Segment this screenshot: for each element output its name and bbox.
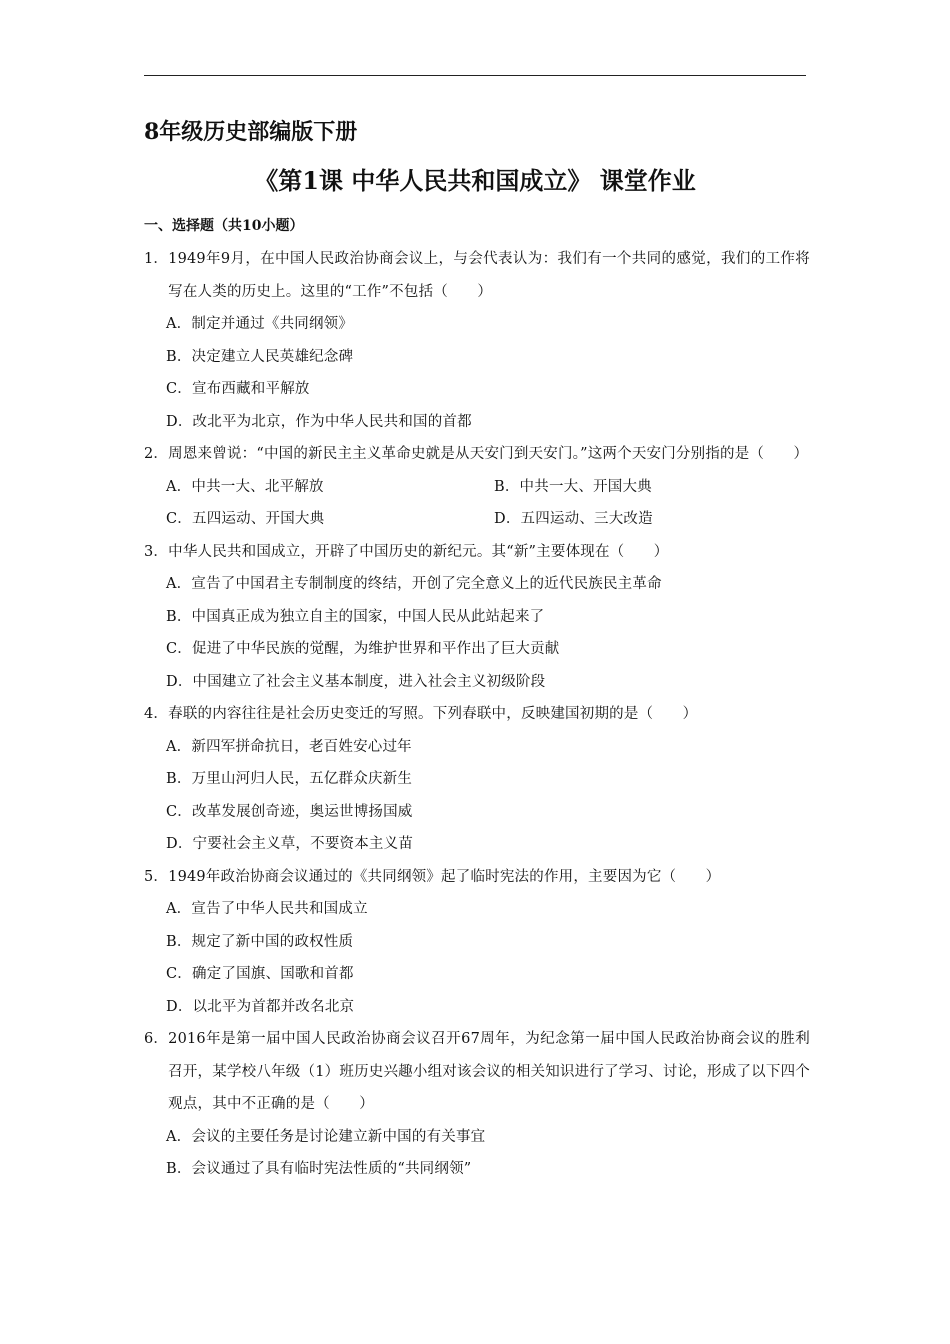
option-list <box>166 568 810 698</box>
question-2 <box>144 438 810 536</box>
option-a[interactable]: A．中共一大、北平解放 <box>166 478 324 495</box>
option-b[interactable]: B．决定建立人民英雄纪念碑 <box>166 348 354 365</box>
option-d[interactable]: D．以北平为首都并改名北京 <box>166 998 355 1015</box>
option-b[interactable]: B．中国真正成为独立自主的国家，中国人民从此站起来了 <box>166 608 545 625</box>
question-stem <box>144 438 810 471</box>
option-b[interactable]: B．规定了新中国的政权性质 <box>166 933 354 950</box>
option-list <box>166 308 810 438</box>
grade-heading: 8年级历史部编版下册 <box>144 119 358 145</box>
option-c[interactable]: C．确定了国旗、国歌和首都 <box>166 966 354 982</box>
option-list <box>166 893 810 1023</box>
question-stem <box>144 861 810 894</box>
question-number: 3． <box>144 543 169 560</box>
option-list <box>166 471 810 536</box>
question-text: 周恩来曾说：“中国的新民主主义革命史就是从天安门到天安门。”这两个天安门分别指的是（ ） <box>168 446 809 462</box>
option-c[interactable]: C．促进了中华民族的觉醒，为维护世界和平作出了巨大贡献 <box>166 641 560 657</box>
question-text: 1949年政治协商会议通过的《共同纲领》起了临时宪法的作用，主要因为它（ ） <box>168 868 721 885</box>
question-number: 6． <box>144 1031 169 1047</box>
question-text: 2016年是第一届中国人民政治协商会议召开67周年，为纪念第一届中国人民政治协商会议的胜利召开，某学校八年级（1）班历史兴趣小组对该会议的相关知识进行了学习、讨论，形成了以下四个观点，其中不正确的是（ ） <box>168 1031 810 1112</box>
question-number: 2． <box>144 446 169 462</box>
section-title: 一、选择题（共10小题） <box>144 218 304 234</box>
question-number: 1． <box>144 251 169 267</box>
page-title: 《第1课 中华人民共和国成立》 课堂作业 <box>254 166 696 195</box>
question-4 <box>144 698 810 861</box>
option-list <box>166 731 810 861</box>
question-1 <box>144 243 810 438</box>
option-d[interactable]: D．宁要社会主义草，不要资本主义苗 <box>166 836 414 852</box>
question-5 <box>144 861 810 1024</box>
option-b[interactable]: B．万里山河归人民，五亿群众庆新生 <box>166 771 413 787</box>
question-number: 5． <box>144 868 169 885</box>
question-stem <box>144 1023 810 1121</box>
top-rule <box>144 75 806 76</box>
question-stem <box>144 536 810 569</box>
question-text: 春联的内容往往是社会历史变迁的写照。下列春联中，反映建国初期的是（ ） <box>168 706 698 722</box>
question-stem <box>144 698 810 731</box>
option-d[interactable]: D．中国建立了社会主义基本制度，进入社会主义初级阶段 <box>166 673 546 690</box>
question-6 <box>144 1023 810 1186</box>
question-stem <box>144 243 810 308</box>
option-a[interactable]: A．会议的主要任务是讨论建立新中国的有关事宜 <box>166 1128 486 1145</box>
option-c[interactable]: C．宣布西藏和平解放 <box>166 381 310 397</box>
option-c[interactable]: C．改革发展创奇迹，奥运世博扬国威 <box>166 803 413 820</box>
option-a[interactable]: A．新四军拼命抗日，老百姓安心过年 <box>166 738 412 755</box>
option-b[interactable]: B．中共一大、开国大典 <box>494 478 652 495</box>
option-a[interactable]: A．宣告了中华人民共和国成立 <box>166 901 368 917</box>
option-d[interactable]: D．改北平为北京，作为中华人民共和国的首都 <box>166 413 472 430</box>
question-number: 4． <box>144 706 169 722</box>
question-3 <box>144 536 810 699</box>
option-c[interactable]: C．五四运动、开国大典 <box>166 511 325 527</box>
question-text: 中华人民共和国成立，开辟了中国历史的新纪元。其“新”主要体现在（ ） <box>168 543 669 560</box>
option-d[interactable]: D．五四运动、三大改造 <box>494 511 653 527</box>
question-text: 1949年9月，在中国人民政治协商会议上，与会代表认为：我们有一个共同的感觉，我们的工作将写在人类的历史上。这里的“工作”不包括（ ） <box>168 251 810 300</box>
option-b[interactable]: B．会议通过了具有临时宪法性质的“共同纲领” <box>166 1161 472 1177</box>
option-list <box>166 1121 810 1186</box>
option-a[interactable]: A．宣告了中国君主专制制度的终结，开创了完全意义上的近代民族民主革命 <box>166 576 662 592</box>
question-list <box>144 243 810 1186</box>
option-a[interactable]: A．制定并通过《共同纲领》 <box>166 316 354 332</box>
